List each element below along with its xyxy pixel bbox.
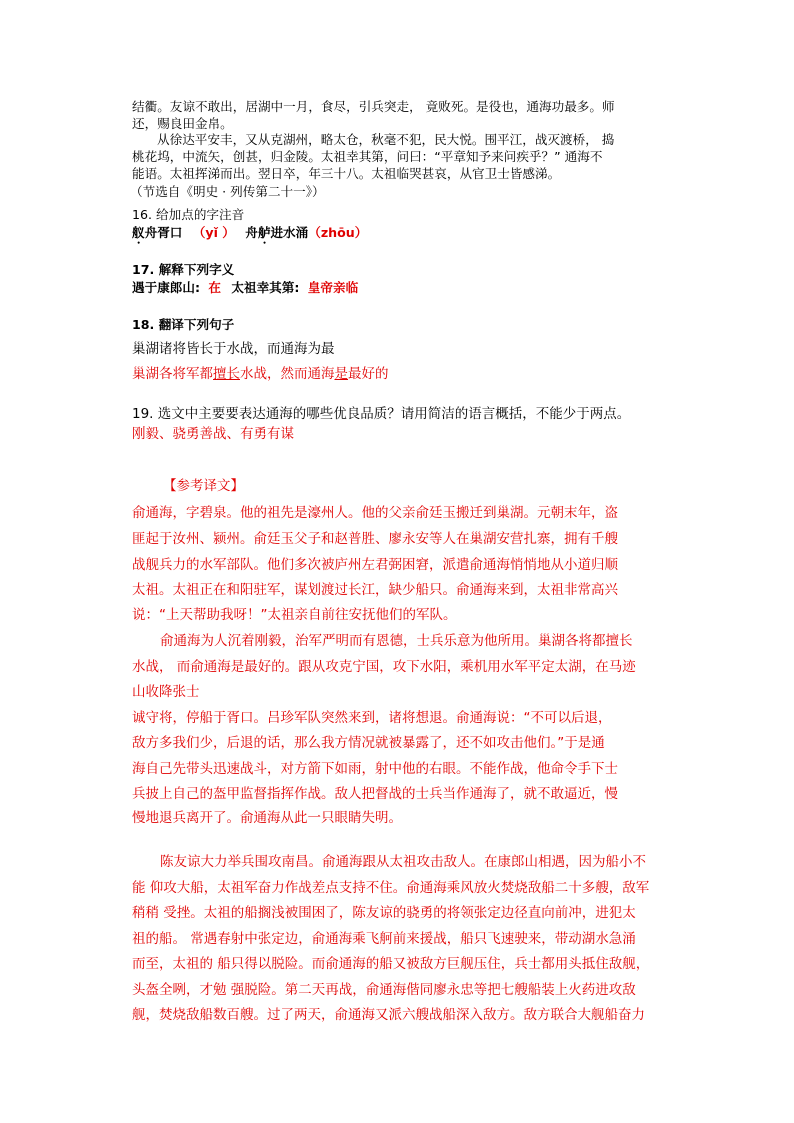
translation-line-3: 战舰兵力的水军部队。他们多次被庐州左君弼困窘，派遣俞通海悄悄地从小道归顺 <box>132 557 618 573</box>
q16-item2-pre: 舟 <box>245 225 258 240</box>
q16-item1-dotted-char: 舣 <box>132 225 145 240</box>
translation-line-10: 敌方多我们少，后退的话，那么我方情况就被暴露了，还不如攻击他们。”于是通 <box>132 735 605 751</box>
q18-answer-c: 水战，然而通海 <box>240 366 335 382</box>
q18-answer-d: 是 <box>334 366 348 382</box>
translation-line-12: 兵披上自己的盔甲监督指挥作战。敌人把督战的士兵当作通海了，就不敢逼近，慢 <box>132 786 618 802</box>
original-line-4: 桃花坞，中流矢，创甚，归金陵。太祖幸其第，问曰：“平章知予来问疾乎？” 通海不 <box>132 149 603 164</box>
q18-answer-b: 擅长 <box>213 366 240 382</box>
q16-answer1: （yǐ ） <box>192 225 235 240</box>
original-line-1: 结衢。友谅不敢出，居湖中一月，食尽，引兵突走， 竟败死。是役也，通海功最多。师 <box>132 99 615 114</box>
translation-heading: 【参考译文】 <box>163 478 244 494</box>
q17-item2: 太祖幸其第: <box>231 280 300 295</box>
translation-line-19: 头盔全咧，才勉 强脱险。第二天再战，俞通海偕同廖永忠等把七艘船装上火药进攻敌 <box>132 982 636 998</box>
original-line-2: 还，赐良田金帛。 <box>132 116 233 131</box>
translation-line-16: 稍稍 受挫。太祖的船搁浅被围困了，陈友谅的骁勇的将领张定边径直向前冲，进犯太 <box>132 905 636 921</box>
q18-answer <box>132 362 389 382</box>
original-line-3: 从徐达平安丰，又从克湖州，略太仓，秋毫不犯，民大悦。围平江，战灭渡桥， 捣 <box>157 132 615 147</box>
q16-answer2: （zhōu） <box>308 225 368 240</box>
translation-line-14: 陈友谅大力举兵围攻南昌。俞通海跟从太祖攻击敌人。在康郎山相遇，因为船小不 <box>160 854 646 870</box>
q16-item1-rest: 舟胥口 <box>144 225 183 240</box>
q16-prompt: 16. 给加点的字注音 <box>132 207 245 222</box>
q18-answer-a: 巢湖各将军都 <box>132 366 213 382</box>
q18-answer-e: 最好的 <box>348 366 389 382</box>
q18-prompt: 18. 翻译下列句子 <box>132 317 235 332</box>
q19-answer: 刚毅、骁勇善战、有勇有谋 <box>132 426 294 442</box>
translation-line-6: 俞通海为人沉着刚毅，治军严明而有恩德，士兵乐意为他所用。巢湖各将都擅长 <box>160 633 633 649</box>
translation-line-17: 祖的船。 常遇春射中张定边，俞通海乘飞舸前来援战，船只飞速驶来，带动湖水急涌 <box>132 931 636 947</box>
translation-line-20: 舰，焚烧敌船数百艘。过了两天，俞通海又派六艘战船深入敌方。敌方联合大舰船奋力 <box>132 1007 645 1023</box>
translation-line-9: 诚守将，停船于胥口。吕珍军队突然来到，诸将想退。俞通海说：“不可以后退， <box>132 710 612 726</box>
q16-item2-dotted-char: 舻 <box>257 225 271 240</box>
q16-item2-rest: 进水涌 <box>270 225 309 240</box>
original-line-5: 能语。太祖挥涕而出。翌日卒，年三十八。太祖临哭甚哀，从官卫士皆感涕。 <box>132 166 561 181</box>
translation-line-4: 太祖。太祖正在和阳驻军，谋划渡过长江，缺少船只。俞通海来到，太祖非常高兴 <box>132 582 618 598</box>
q17-prompt: 17. 解释下列字义 <box>132 262 235 277</box>
translation-line-5: 说：“上天帮助我呀！”太祖亲自前往安抚他们的军队。 <box>132 607 457 623</box>
q18-sentence: 巢湖诸将皆长于水战，而通海为最 <box>132 341 335 357</box>
translation-line-11: 海自己先带头迅速战斗，对方箭下如雨，射中他的右眼。不能作战，他命令手下士 <box>132 761 618 777</box>
q17-items <box>132 277 358 296</box>
translation-line-18: 而至，太祖的 船只得以脱险。而俞通海的船又被敌方巨舰压住，兵士都用头抵住敌舰， <box>132 956 650 972</box>
translation-line-8: 山收降张士 <box>132 684 200 700</box>
q17-answer1: 在 <box>208 280 221 295</box>
translation-line-2: 匪起于汝州、颍州。俞廷玉父子和赵普胜、廖永安等人在巢湖安营扎寨，拥有千艘 <box>132 531 618 547</box>
translation-line-1: 俞通海，字碧泉。他的祖先是濠州人。他的父亲俞廷玉搬迁到巢湖。元朝末年，盗 <box>132 505 618 521</box>
translation-line-13: 慢地退兵离开了。俞通海从此一只眼睛失明。 <box>132 810 402 826</box>
translation-line-15: 能 仰攻大船，太祖军奋力作战差点支持不住。俞通海乘风放火焚烧敌船二十多艘，敌军 <box>132 880 650 896</box>
source-citation: （节选自《明史 · 列传第二十一》） <box>130 184 325 199</box>
q19-prompt: 19. 选文中主要要表达通海的哪些优良品质？请用简洁的语言概括，不能少于两点。 <box>132 406 631 422</box>
translation-line-7: 水战， 而俞通海是最好的。跟从攻克宁国，攻下水阳，乘机用水军平定太湖，在马迹 <box>132 659 636 675</box>
q17-answer2: 皇帝亲临 <box>307 280 359 295</box>
q16-items <box>132 222 367 247</box>
q17-item1: 遇于康郎山: <box>132 280 201 295</box>
